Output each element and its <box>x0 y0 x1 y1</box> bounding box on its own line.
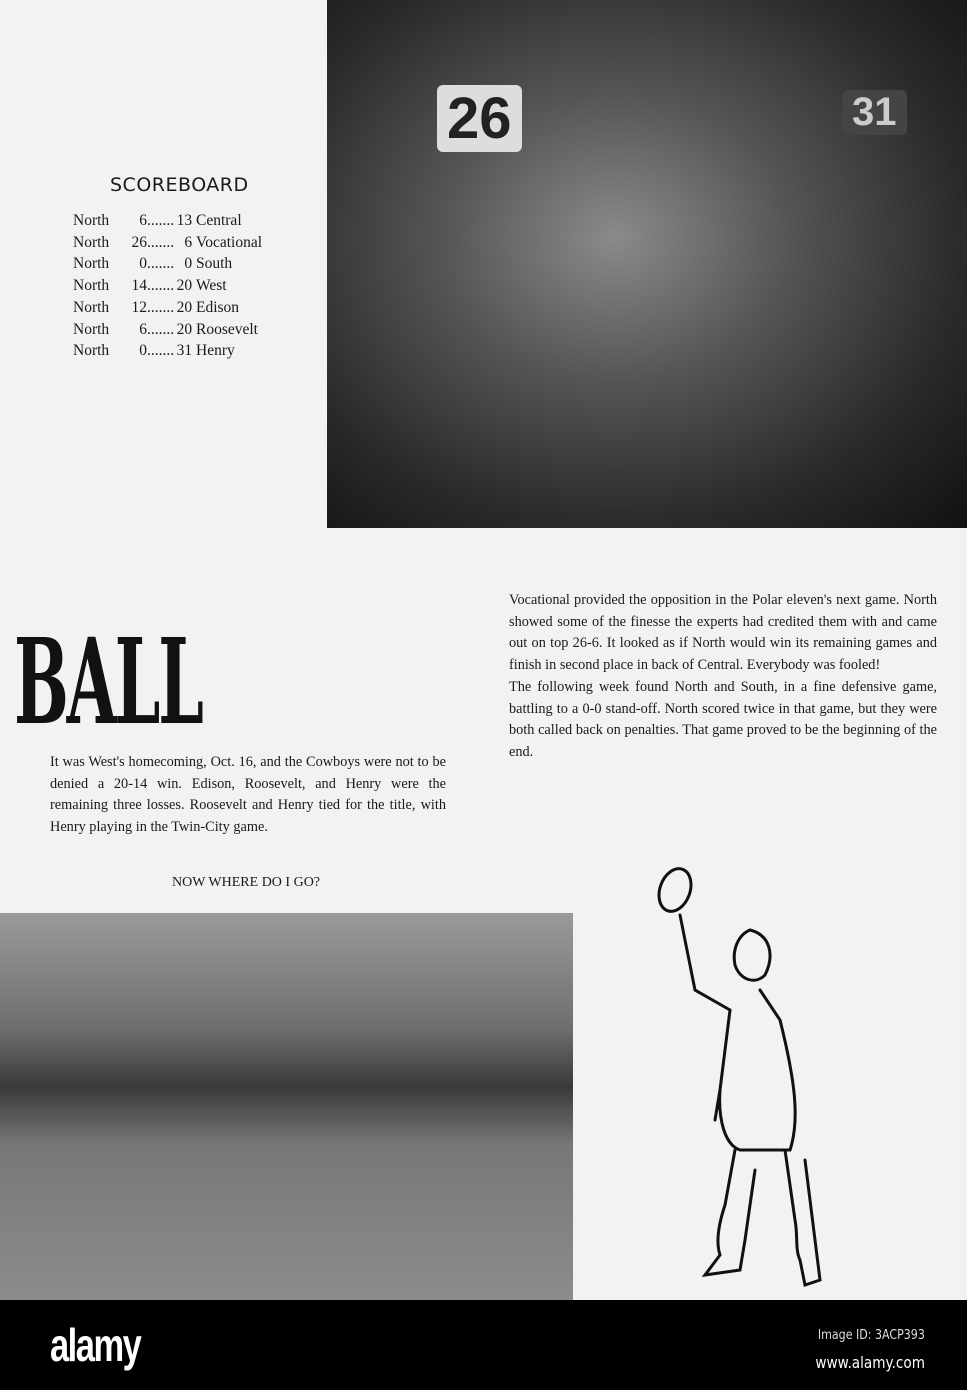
north-score: 6 <box>139 212 147 229</box>
team: North <box>73 277 110 295</box>
opponent-name: Vocational <box>196 233 263 251</box>
opponent-score: 20 <box>176 320 193 338</box>
paragraph: The following week found North and South, in a fine defensive game, battling to a 0-0 stand-off. North scored twice in that game, but they were both called back on penalties. That game proved to be the beginning of the end. <box>509 678 937 760</box>
score-row <box>73 210 262 232</box>
score-row <box>73 319 262 341</box>
alamy-logo: alamy <box>50 1319 141 1371</box>
north-score: 26 <box>131 233 147 251</box>
football-scrimmage-photo <box>327 0 967 528</box>
north-score: 12 <box>131 298 147 316</box>
score-row <box>73 232 262 254</box>
opponent-score: 0 <box>184 255 193 273</box>
opponent-name: South <box>196 255 233 273</box>
opponent-score: 13 <box>176 212 193 229</box>
north-score: 14 <box>131 277 147 295</box>
right-column-text <box>509 590 937 764</box>
opponent-name: Roosevelt <box>196 320 258 338</box>
north-score: 0 <box>139 342 147 360</box>
opponent-name: Edison <box>196 298 240 316</box>
jersey-number: 31 <box>842 90 907 135</box>
opponent-score: 20 <box>176 277 193 295</box>
team: North <box>73 212 110 229</box>
leader-dots: ....... <box>147 233 175 251</box>
north-score: 6 <box>139 320 147 338</box>
opponent-score: 20 <box>176 298 193 316</box>
opponent-name: West <box>196 277 227 295</box>
score-row <box>73 340 262 362</box>
leader-dots: ....... <box>147 298 175 316</box>
team: North <box>73 298 110 316</box>
opponent-name: Central <box>196 212 242 229</box>
site-url: www.alamy.com <box>815 1353 925 1372</box>
scoreboard-title: SCOREBOARD <box>110 174 249 196</box>
photo-caption: NOW WHERE DO I GO? <box>172 875 321 890</box>
leader-dots: ....... <box>147 212 175 229</box>
opponent-score: 6 <box>184 233 193 251</box>
leader-dots: ....... <box>147 255 175 273</box>
leader-dots: ....... <box>147 277 175 295</box>
player-catching-ball-drawing <box>620 860 840 1300</box>
team: North <box>73 255 110 273</box>
team: North <box>73 233 110 251</box>
opponent-score: 31 <box>176 342 193 360</box>
jersey-number: 26 <box>437 85 522 152</box>
opponent-name: Henry <box>196 342 235 360</box>
team: North <box>73 342 110 360</box>
scoreboard-table <box>73 210 262 362</box>
score-row <box>73 253 262 275</box>
score-row <box>73 297 262 319</box>
north-score: 0 <box>139 255 147 273</box>
football-game-field-photo <box>0 913 573 1300</box>
paragraph: Vocational provided the opposition in the Polar eleven's next game. North showed some of the finesse the experts had credited them with and came out on top 26-6. It looked as if North would win its remaining games and finish in second place in back of Central. Everybody was fooled! <box>509 592 937 674</box>
section-heading: BALL <box>14 612 202 751</box>
score-row <box>73 275 262 297</box>
watermark-footer <box>0 1300 967 1390</box>
leader-dots: ....... <box>147 320 175 338</box>
leader-dots: ....... <box>147 342 175 360</box>
image-id: Image ID: 3ACP393 <box>818 1328 925 1343</box>
team: North <box>73 320 110 338</box>
left-column-text: It was West's homecoming, Oct. 16, and the Cowboys were not to be denied a 20-14 win. Edison, Roosevelt, and Henry were the remaining three losses. Roosevelt and Henry tied for the title, with Henry playing in the Twin-City game. <box>50 754 446 836</box>
